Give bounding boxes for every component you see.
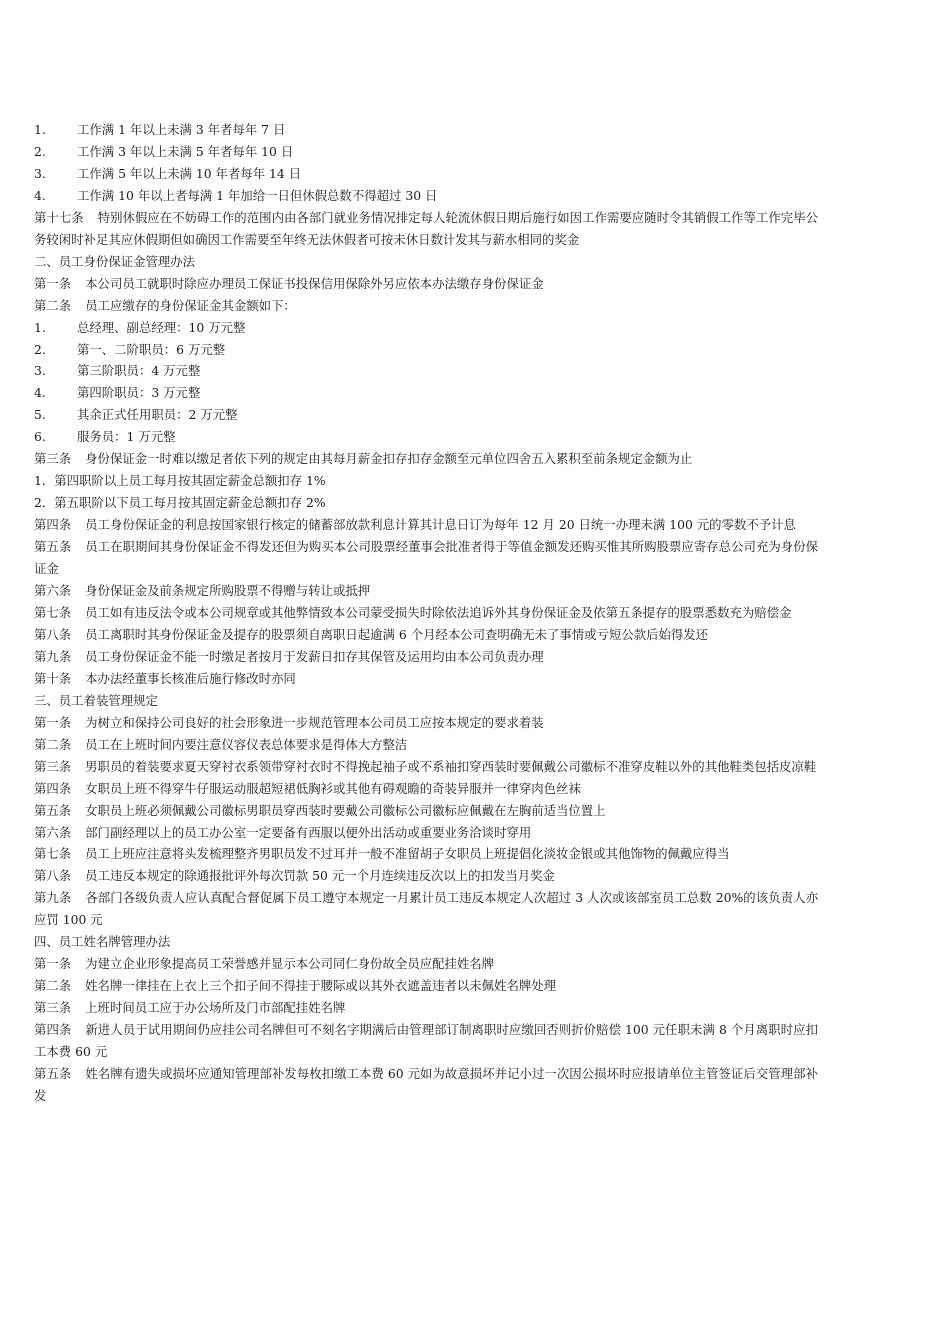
article: 第一条 本公司员工就职时除应办理员工保证书投保信用保除外另应依本办法缴存身份保证金 [34,275,544,291]
article: 第九条 各部门各级负责人应认真配合督促属下员工遵守本规定一月累计员工违反本规定人次超过 3 人次或该部室员工总数 20%的该负责人亦应罚 100 元 [34,890,818,928]
list-item: 6. 服务员：1 万元整 [34,429,176,445]
article: 第七条 员工如有违反法令或本公司规章或其他弊情致本公司蒙受损失时除依法追诉外其身份保证金及依第五条提存的股票悉数充为赔偿金 [34,604,792,620]
article: 第一条 为树立和保持公司良好的社会形象进一步规范管理本公司员工应按本规定的要求着装 [34,714,544,730]
list-item: 3. 第三阶职员：4 万元整 [34,363,201,379]
leave-days-list [34,119,818,207]
list-item: 1. 工作满 1 年以上未满 3 年者每年 7 日 [34,122,286,137]
article: 第八条 员工违反本规定的除通报批评外每次罚款 50 元一个月连续违反次以上的扣发当月奖金 [34,868,555,884]
list-item: 4. 第四阶职员：3 万元整 [34,385,201,401]
section-title: 四、员工姓名牌管理办法 [34,934,171,950]
list-item: 5. 其余正式任用职员：2 万元整 [34,407,238,423]
article: 第六条 部门副经理以上的员工办公室一定要备有西服以便外出活动或重要业务洽谈时穿用 [34,824,532,840]
sub-item: 2．第五职阶以下员工每月按其固定薪金总额扣存 2% [34,495,326,511]
article: 第二条 姓名牌一律挂在上衣上三个扣子间不得挂于腰际或以其外衣遮盖违者以未佩姓名牌处理 [34,978,557,994]
document-page [34,119,818,1107]
article: 第七条 员工上班应注意将头发梳理整齐男职员发不过耳并一般不准留胡子女职员上班提倡化淡妆金银或其他饰物的佩戴应得当 [34,846,730,862]
article: 第十条 本办法经董事长核准后施行修改时亦同 [34,670,296,686]
article: 第六条 身份保证金及前条规定所购股票不得赠与转让或抵押 [34,583,371,599]
deposit-amount-list [34,317,818,449]
article: 第三条 上班时间员工应于办公场所及门市部配挂姓名牌 [34,1000,346,1016]
article: 第九条 员工身份保证金不能一时缴足者按月于发薪日扣存其保管及运用均由本公司负责办理 [34,648,544,664]
article: 第五条 员工在职期间其身份保证金不得发还但为购买本公司股票经董事会批准者得于等值金额发还购买惟其所购股票应寄存总公司充为身份保证金 [34,539,819,577]
list-item: 2. 第一、二阶职员：6 万元整 [34,341,226,357]
article: 第二条 员工在上班时间内要注意仪容仪表总体要求是得体大方整洁 [34,736,408,752]
section-title: 三、员工着装管理规定 [34,692,158,708]
article: 第五条 女职员上班必须佩戴公司徽标男职员穿西装时要戴公司徽标公司徽标应佩戴在左胸前适当位置上 [34,802,606,818]
article: 第四条 员工身份保证金的利息按国家银行核定的储蓄部放款利息计算其计息日订为每年 12 月 20 日统一办理未满 100 元的零数不予计息 [34,517,796,533]
article: 第三条 身份保证金一时难以缴足者依下列的规定由其每月薪金扣存扣存金额至元单位四舍五入累积至前条规定金额为止 [34,451,693,467]
article: 第八条 员工离职时其身份保证金及提存的股票须自离职日起逾满 6 个月经本公司查明确无未了事情或亏短公款后始得发还 [34,626,709,642]
list-item: 3. 工作满 5 年以上未满 10 年者每年 14 日 [34,165,302,181]
article: 第一条 为建立企业形象提高员工荣誉感并显示本公司同仁身份故全员应配挂姓名牌 [34,956,495,972]
sub-item: 1．第四职阶以上员工每月按其固定薪金总额扣存 1% [34,473,326,489]
article: 第二条 员工应缴存的身份保证金其金额如下： [34,297,296,313]
list-item: 1. 总经理、副总经理：10 万元整 [34,319,246,335]
list-item: 2. 工作满 3 年以上未满 5 年者每年 10 日 [34,143,294,159]
list-item: 4. 工作满 10 年以上者每满 1 年加给一日但休假总数不得超过 30 日 [34,187,438,203]
article: 第四条 女职员上班不得穿牛仔服运动服超短裙低胸衫或其他有碍观瞻的奇装异服并一律穿肉色丝袜 [34,780,581,796]
article: 第三条 男职员的着装要求夏天穿衬衣系领带穿衬衣时不得挽起袖子或不系袖扣穿西装时要佩戴公司徽标不准穿皮鞋以外的其他鞋类包括皮凉鞋 [34,758,817,774]
article: 第五条 姓名牌有遗失或损坏应通知管理部补发每枚扣缴工本费 60 元如为故意损坏并记小过一次因公损坏时应报请单位主管签证后交管理部补发 [34,1065,819,1103]
article-17: 第十七条 特别休假应在不妨碍工作的范围内由各部门就业务情况排定每人轮流休假日期后施行如因工作需要应随时令其销假工作等工作完毕公务较闲时补足其应休假期但如确因工作需要至年终无法休假者可按未休日数计发其与薪水相同的奖金 [34,209,819,247]
section-title: 二、员工身份保证金管理办法 [34,253,196,269]
article: 第四条 新进人员于试用期间仍应挂公司名牌但可不刻名字期满后由管理部订制离职时应缴回否则折价赔偿 100 元任职未满 8 个月离职时应扣工本费 60 元 [34,1022,818,1060]
